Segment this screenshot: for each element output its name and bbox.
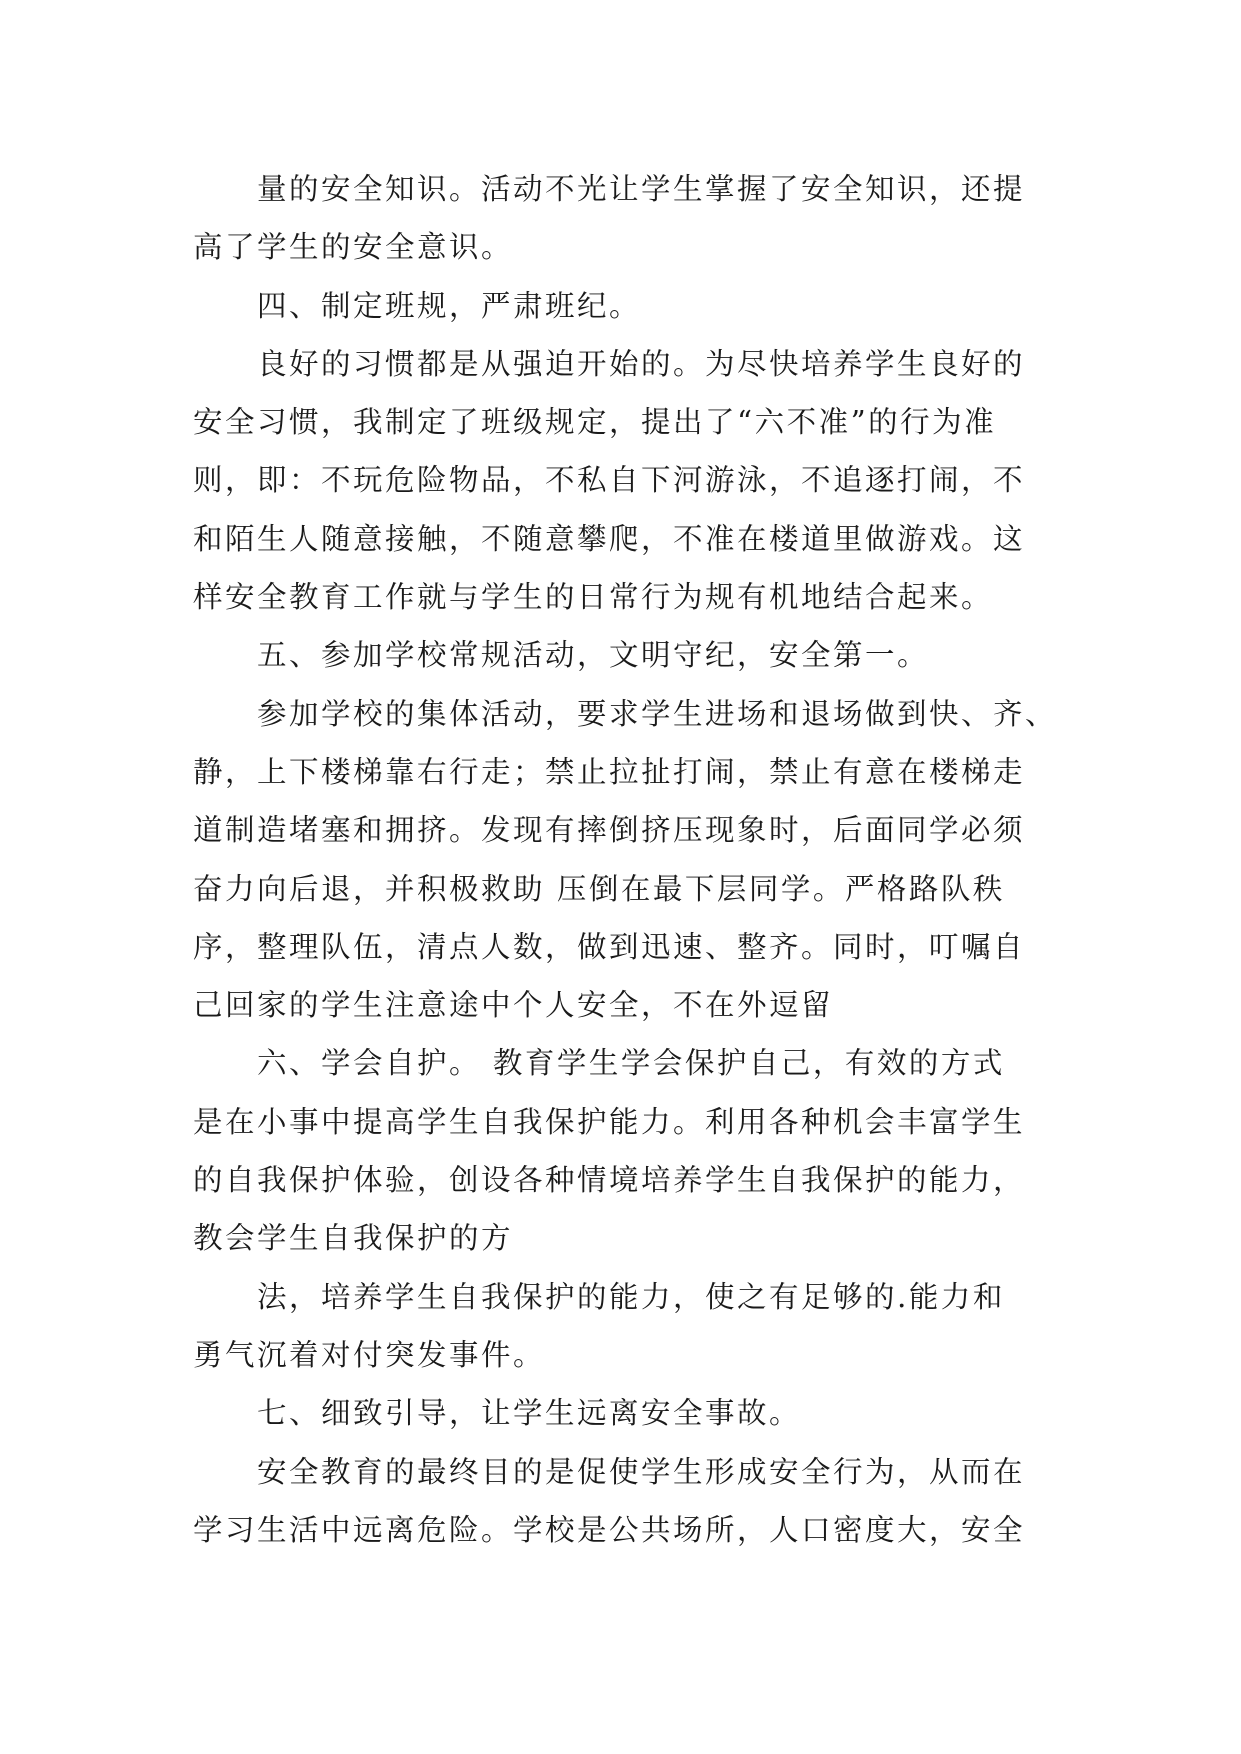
text-line: 安全习惯，我制定了班级规定，提出了“六不准”的行为准 — [193, 405, 997, 440]
section-heading: 五、参加学校常规活动，文明守纪，安全第一。 — [257, 638, 930, 673]
text-line: 安全教育的最终目的是促使学生形成安全行为，从而在 — [257, 1454, 1026, 1489]
document-body — [193, 160, 1093, 1559]
text-line: 样安全教育工作就与学生的日常行为规有机地结合起来。 — [193, 580, 994, 615]
text-line: 学习生活中远离危险。学校是公共场所，人口密度大，安全 — [193, 1512, 1026, 1547]
text-line: 的自我保护体验，创设各种情境培养学生自我保护的能力， — [193, 1163, 1026, 1198]
text-line: 勇气沉着对付突发事件。 — [193, 1337, 546, 1372]
text-line: 参加学校的集体活动，要求学生进场和退场做到快、齐、 — [257, 696, 1058, 731]
text-line: 良好的习惯都是从强迫开始的。为尽快培养学生良好的 — [257, 346, 1026, 381]
text-line: 是在小事中提高学生自我保护能力。利用各种机会丰富学生 — [193, 1104, 1026, 1139]
text-line: 和陌生人随意接触，不随意攀爬，不准在楼道里做游戏。这 — [193, 521, 1026, 556]
text-line: 高了学生的安全意识。 — [193, 230, 514, 265]
section-heading: 七、细致引导，让学生远离安全事故。 — [257, 1396, 802, 1431]
text-line: 奋力向后退，并积极救助 压倒在最下层同学。严格路队秩 — [193, 871, 1005, 906]
text-line: 序，整理队伍，清点人数，做到迅速、整齐。同时，叮嘱自 — [193, 929, 1026, 964]
text-line: 静，上下楼梯靠右行走；禁止拉扯打闹，禁止有意在楼梯走 — [193, 754, 1026, 789]
text-line: 己回家的学生注意途中个人安全，不在外逗留 — [193, 988, 834, 1023]
section-heading: 六、学会自护。 教育学生学会保护自己，有效的方式 — [257, 1046, 1005, 1081]
section-heading: 四、制定班规，严肃班纪。 — [257, 288, 642, 323]
text-line: 法，培养学生自我保护的能力，使之有足够的.能力和 — [257, 1279, 1005, 1314]
text-line: 量的安全知识。活动不光让学生掌握了安全知识，还提 — [257, 172, 1026, 206]
text-line: 道制造堵塞和拥挤。发现有摔倒挤压现象时，后面同学必须 — [193, 813, 1026, 848]
text-line: 教会学生自我保护的方 — [193, 1221, 514, 1256]
text-line: 则，即：不玩危险物品，不私自下河游泳，不追逐打闹，不 — [193, 463, 1026, 498]
